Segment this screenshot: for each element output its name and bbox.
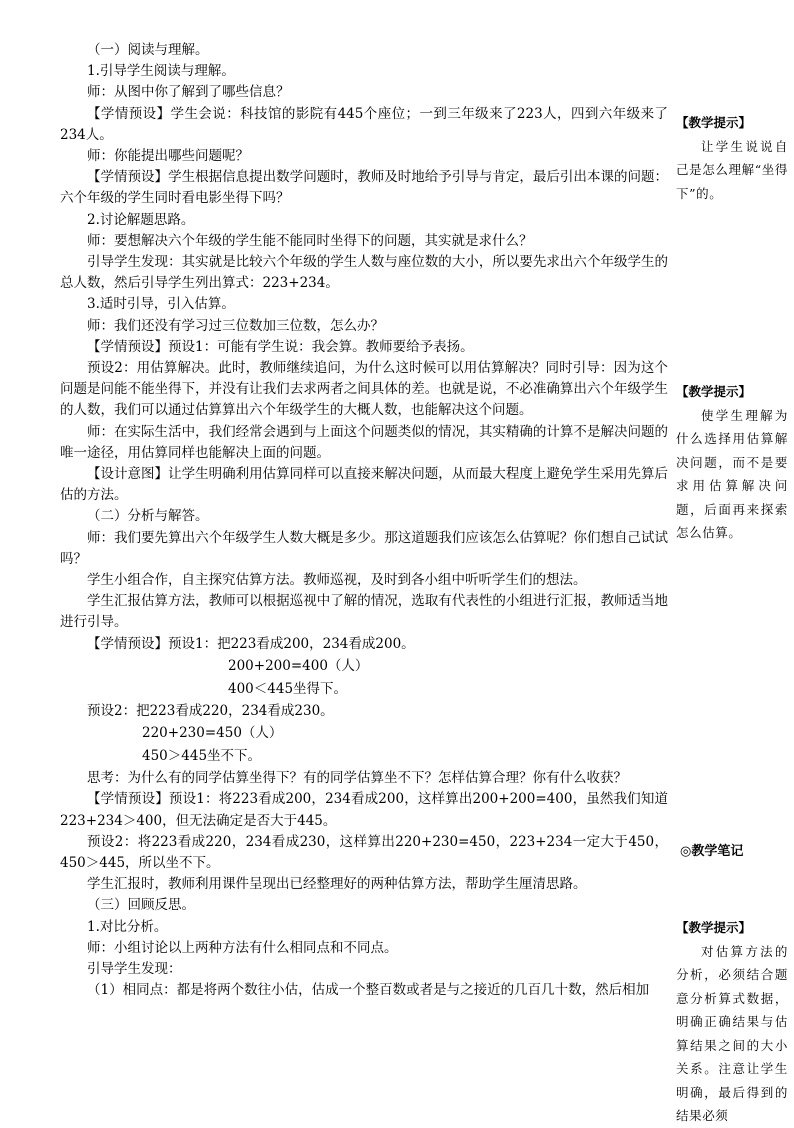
paragraph: 师：我们还没有学习过三位数加三位数，怎么办？ [87, 317, 384, 334]
paragraph: 1.对比分析。 [87, 918, 168, 935]
equation-line: 400＜445坐得下。 [228, 680, 348, 697]
paragraph: 3.适时引导，引入估算。 [87, 296, 235, 313]
paragraph: 引导学生发现： [87, 960, 182, 977]
equation-line: 200+200=400（人） [228, 657, 369, 674]
paragraph: （二）分析与解答。 [87, 508, 209, 525]
equation-line: 450＞445坐不下。 [142, 748, 262, 765]
paragraph: 【学情预设】学生会说：科技馆的影院有445个座位；一到三年级来了223人，四到六年级来了234人。 [60, 105, 668, 143]
lesson-body [60, 40, 668, 1001]
paragraph: （三）回顾反思。 [87, 897, 195, 914]
paragraph: 2.讨论解题思路。 [87, 211, 195, 228]
paragraph: （1）相同点：都是将两个数往小估，估成一个整百数或者是与之接近的几百几十数，然后相加 [87, 982, 650, 999]
teaching-tip-1-title: 【教学提示】 [676, 115, 752, 130]
paragraph: 师：在实际生活中，我们经常会遇到与上面这个问题类似的情况，其实精确的计算不是解决问题的唯一途径，用估算同样也能解决上面的问题。 [60, 423, 668, 461]
teaching-tip-2-title: 【教学提示】 [676, 384, 752, 399]
teaching-tip-3-body: 对估算方法的分析，必须结合题意分析算式数据，明确正确结果与估算结果之间的大小关系。注意让学生明确，最后得到的结果必须 [676, 943, 788, 1123]
teaching-tip-1 [676, 111, 788, 205]
paragraph: 预设2：把223看成220，234看成230。 [87, 702, 334, 719]
paragraph: 师：小组讨论以上两种方法有什么相同点和不同点。 [87, 939, 398, 956]
equation-line: 220+230=450（人） [142, 725, 283, 742]
paragraph: 【学情预设】学生根据信息提出数学问题时，教师及时地给予引导与肯定，最后引出本课的问题：六个年级的学生同时看电影坐得下吗？ [60, 169, 668, 207]
teaching-tip-3-title: 【教学提示】 [676, 920, 752, 935]
paragraph: 师：我们要先算出六个年级学生人数大概是多少。那这道题我们应该怎么估算呢？你们想自己试试吗？ [60, 529, 668, 567]
teaching-notes-label: ◎教学笔记 [680, 844, 744, 859]
paragraph: 预设2：将223看成220，234看成230，这样算出220+230=450，223+234一定大于450，450＞445，所以坐不下。 [60, 833, 668, 871]
paragraph: （一）阅读与理解。 [87, 42, 209, 58]
paragraph: 【学情预设】预设1：可能有学生说：我会算。教师要给予表扬。 [87, 338, 474, 355]
paragraph: 学生小组合作，自主探究估算方法。教师巡视，及时到各小组中听听学生们的想法。 [87, 572, 587, 589]
paragraph: 思考：为什么有的同学估算坐得下？有的同学估算坐不下？怎样估算合理？你有什么收获？ [87, 770, 627, 787]
paragraph: 【设计意图】让学生明确利用估算同样可以直接来解决问题，从而最大程度上避免学生采用先算后估的方法。 [60, 466, 668, 504]
teaching-tip-2-body: 使学生理解为什么选择用估算解决问题，而不是要求用估算解决问题，后面再来探索怎么估算。 [676, 407, 788, 540]
paragraph: 师：你能提出哪些问题呢？ [87, 148, 249, 165]
paragraph: 【学情预设】预设1：把223看成200，234看成200。 [87, 635, 415, 652]
paragraph: 师：从图中你了解到了哪些信息？ [87, 84, 290, 101]
teaching-tip-3 [676, 916, 788, 1128]
paragraph: 学生汇报时，教师利用课件呈现出已经整理好的两种估算方法，帮助学生厘清思路。 [87, 876, 587, 893]
teaching-tip-1-body: 让学生说说自己是怎么理解“坐得下”的。 [676, 138, 788, 201]
paragraph: 师：要想解决六个年级的学生能不能同时坐得下的问题，其实就是求什么？ [87, 232, 533, 249]
paragraph: 学生汇报估算方法，教师可以根据巡视中了解的情况，选取有代表性的小组进行汇报，教师适当地进行引导。 [60, 593, 668, 631]
teaching-tip-2 [676, 380, 788, 545]
paragraph: 1.引导学生阅读与理解。 [87, 63, 235, 80]
paragraph: 预设2：用估算解决。此时，教师继续追问，为什么这时候可以用估算解决？同时引导：因为这个问题是问能不能坐得下，并没有让我们去求两者之间具体的差。也就是说，不必准确算出六个年级学生的人数，我们可以通过估算算出六个年级学生的大概人数，也能解决这个问题。 [60, 360, 668, 419]
paragraph: 引导学生发现：其实就是比较六个年级的学生人数与座位数的大小，所以要先求出六个年级学生的总人数，然后引导学生列出算式：223+234。 [60, 254, 668, 292]
paragraph: 【学情预设】预设1：将223看成200，234看成200，这样算出200+200=400，虽然我们知道223+234＞400，但无法确定是否大于445。 [60, 791, 668, 829]
